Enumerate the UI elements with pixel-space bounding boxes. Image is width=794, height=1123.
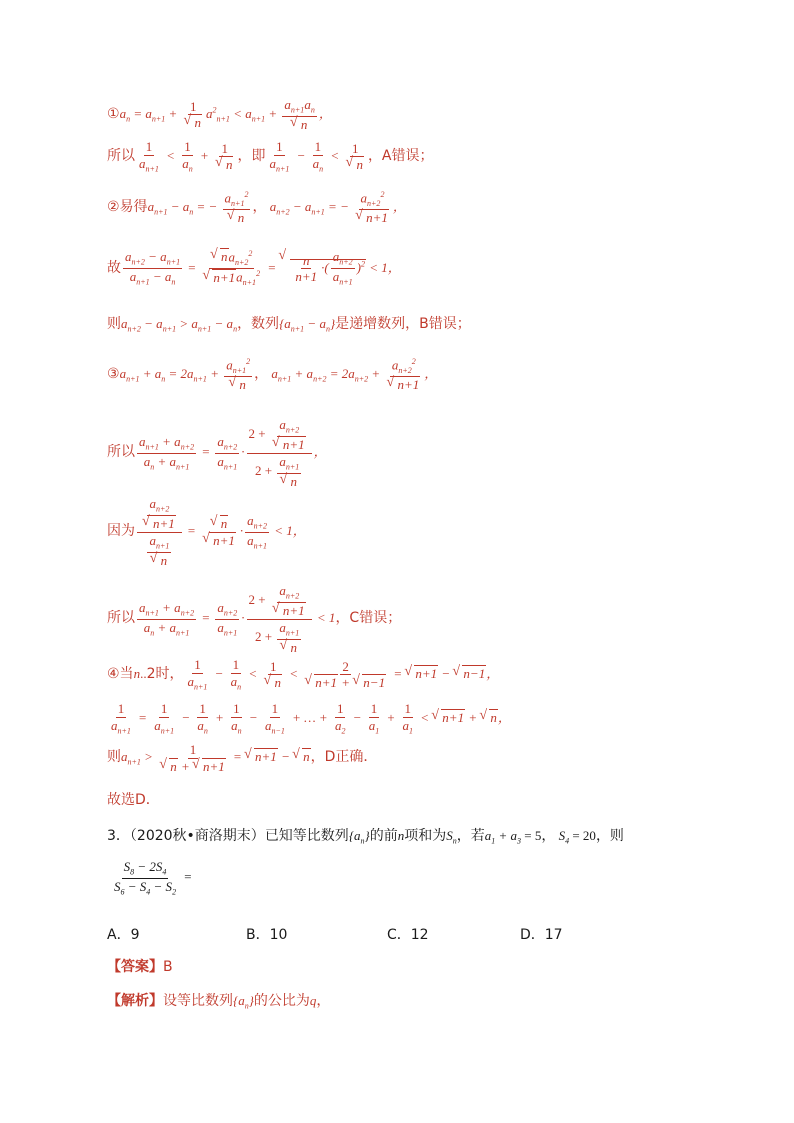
item3-conclusion: ，C错误；: [335, 610, 402, 627]
item3-line2: [107, 418, 327, 488]
item4-line3-formula: $a_{n+1}$ > 1 √ n + √ n+1 = √ n+1 − √ n: [121, 749, 311, 764]
question3-expression: [110, 860, 192, 897]
item3-sep: ，: [254, 365, 269, 382]
question3-stem-f: ，则: [595, 828, 624, 844]
question3-source: （2020秋•商洛期末）: [129, 828, 265, 844]
answer-tag: 【答案】: [107, 959, 163, 975]
item3-line1: [107, 358, 437, 392]
item4-line2: [107, 702, 511, 736]
answer-value: B: [163, 959, 173, 975]
item1-formula: $a_n = a_{n+1}$ + 1 √ n $a^2_{n+1} < a_{n+1}$ + $a_{n+1}a_n$ √ n ，: [120, 106, 332, 121]
item1-marker: ①: [107, 105, 120, 122]
item4-marker: ④当: [107, 665, 134, 682]
item1-line2-formula-a: $\frac{1}{a_{n+1}}$ < $\frac{1}{a_n}$ + 1 √ n: [135, 148, 237, 163]
item3-line3-formula: $a_{n+2}$ √ n+1 $a_{n+1}$ √ n = √ n √ n+1 · $\frac{a_{n+2}}{a_{n+1}}$ < 1，: [135, 523, 306, 538]
item3-line4-formula: $\frac{a_{n+1} + a_{n+2}}{a_n + a_{n+1}}$ = $\frac{a_{n+2}}{a_{n+1}}$ · 2 + $a_{n+2}$ √ n+1 2 + $a_{n+1}$ √ n < 1: [135, 610, 335, 625]
item2-marker: ②易得: [107, 198, 148, 215]
item4-line1: [107, 658, 499, 692]
item3-marker: ③: [107, 365, 120, 382]
item3-line4: [107, 584, 401, 654]
option-d[interactable]: D．17: [520, 927, 563, 943]
question3-cond1: = 5: [524, 828, 542, 843]
item4-cond-rel: ..: [140, 665, 147, 681]
question3-cond2-lhs: $S_4$: [555, 828, 570, 846]
item2-line2-prefix: 故: [107, 259, 121, 276]
item2-line3-text: ，数列: [237, 316, 280, 332]
option-c[interactable]: C．12: [387, 927, 429, 943]
question3-stem-a: 已知等比数列: [264, 828, 349, 844]
item3-line2-prefix: 所以: [107, 444, 135, 461]
option-b[interactable]: B．10: [246, 927, 288, 943]
item3-formula-b: $a_{n+1} + a_{n+2} = 2a_{n+2}$ + $a_{n+2}^2$ √ n+1 ，: [268, 366, 437, 381]
item2-line3-conclusion: 是递增数列，B错误；: [335, 316, 471, 332]
question3-cond2: = 20: [572, 828, 596, 843]
option-a[interactable]: A．9: [107, 927, 140, 943]
item2-line3-prefix: 则: [107, 316, 121, 332]
analysis-text-a: 设等比数列: [163, 993, 233, 1009]
question3-stem-d: ，若: [456, 828, 485, 844]
item2-line3-seq: $\{a_{n+1} - a_n\}$: [279, 316, 336, 334]
item1-line2-mid: ，即: [237, 147, 266, 164]
item4-line3-conclusion: ，D正确．: [310, 749, 378, 766]
item2-formula-b: $a_{n+2} - a_{n+1}$ = − $a_{n+2}^2$ √ n+1 ，: [266, 199, 405, 214]
question3-number: 3．: [107, 828, 130, 844]
item4-line1-formula: $\frac{1}{a_{n+1}}$ − $\frac{1}{a_n}$ < 1 √ n < 2 √ n+1 + √ n−1 = √ n+1 − √ n−1，: [183, 666, 499, 681]
item2-line2-formula: $\frac{a_{n+2} - a_{n+1}}{a_{n+1} - a_n}$ = √ $na_{n+2}^2$ √ $n+1a_{n+1}^2$ = √ $\frac{n}{n+1}$ ·( $\frac{a_{n+2}}{a_{n+1}}$ )$^2$ < 1，: [121, 260, 401, 275]
item3-line3: [107, 497, 306, 567]
question3-stem-c: 项和为: [404, 828, 447, 844]
answer-row: [107, 956, 173, 976]
question3-fraction: $\frac{S_8 - 2S_4}{S_6 - S_4 - S_2}$ =: [114, 859, 193, 897]
question3-seq: $\{a_n\}$: [348, 828, 370, 846]
item1-line2-prefix: 所以: [107, 147, 135, 164]
question3-cond1-lhs: $a_1 + a_3$: [484, 828, 521, 846]
analysis-text-b: 的公比为: [253, 993, 310, 1009]
item2-formula-a: $a_{n+1} - a_n$ = − $a_{n+1}^2$ √ n: [148, 199, 253, 214]
item4-line3: [107, 743, 377, 773]
answer-line: 故选D．: [107, 792, 160, 808]
analysis-row: [107, 990, 330, 1011]
question3-stem-b: 的前: [369, 828, 398, 844]
item2-line3: [107, 313, 471, 334]
item2-line1: [107, 191, 406, 225]
question3-sn: $S_n$: [446, 828, 457, 846]
analysis-tag: 【解析】: [107, 993, 163, 1009]
question3-n: n: [397, 828, 405, 843]
item4-cond-val: 2时，: [146, 665, 184, 682]
question3-stem-e: ，: [541, 828, 556, 844]
analysis-q: q: [309, 993, 317, 1008]
item4-line2-formula: $\frac{1}{a_{n+1}}$ = $\frac{1}{a_{n+1}}$ − $\frac{1}{a_n}$ + $\frac{1}{a_n}$ − $\frac{1}{a_{n-1}}$ + … + $\frac{1}{a_2}$ − $\frac{1}{a_1}$ + $\frac{1}{a_1}$ < √ n+1 + √ n，: [107, 710, 511, 725]
item3-formula-a: $a_{n+1} + a_n = 2a_{n+1}$ + $a_{n+1}^2$ √ n: [120, 366, 255, 381]
item3-line4-prefix: 所以: [107, 610, 135, 627]
item4-cond: n: [133, 665, 141, 681]
analysis-text-c: ，: [316, 993, 331, 1009]
question3-stem: [107, 825, 624, 846]
item2-sep: ，: [252, 198, 267, 215]
item1-line2-conclusion: ，A错误；: [367, 147, 434, 164]
item2-line2: [107, 250, 401, 288]
item3-line3-prefix: 因为: [107, 523, 135, 540]
item1-line1: [107, 98, 332, 132]
item3-line2-formula: $\frac{a_{n+1} + a_{n+2}}{a_n + a_{n+1}}$ = $\frac{a_{n+2}}{a_{n+1}}$ · 2 + $a_{n+2}$ √ n+1 2 + $a_{n+1}$ √ n ，: [135, 444, 327, 459]
item1-line2: [107, 140, 434, 174]
analysis-seq: $\{a_n\}$: [233, 993, 254, 1011]
item1-line2-formula-b: $\frac{1}{a_{n+1}}$ − $\frac{1}{a_n}$ < 1 √ n: [265, 148, 367, 163]
item4-line3-prefix: 则: [107, 749, 121, 766]
item2-line3-formula: $a_{n+2} - a_{n+1} > a_{n+1} - a_n$: [121, 316, 238, 334]
